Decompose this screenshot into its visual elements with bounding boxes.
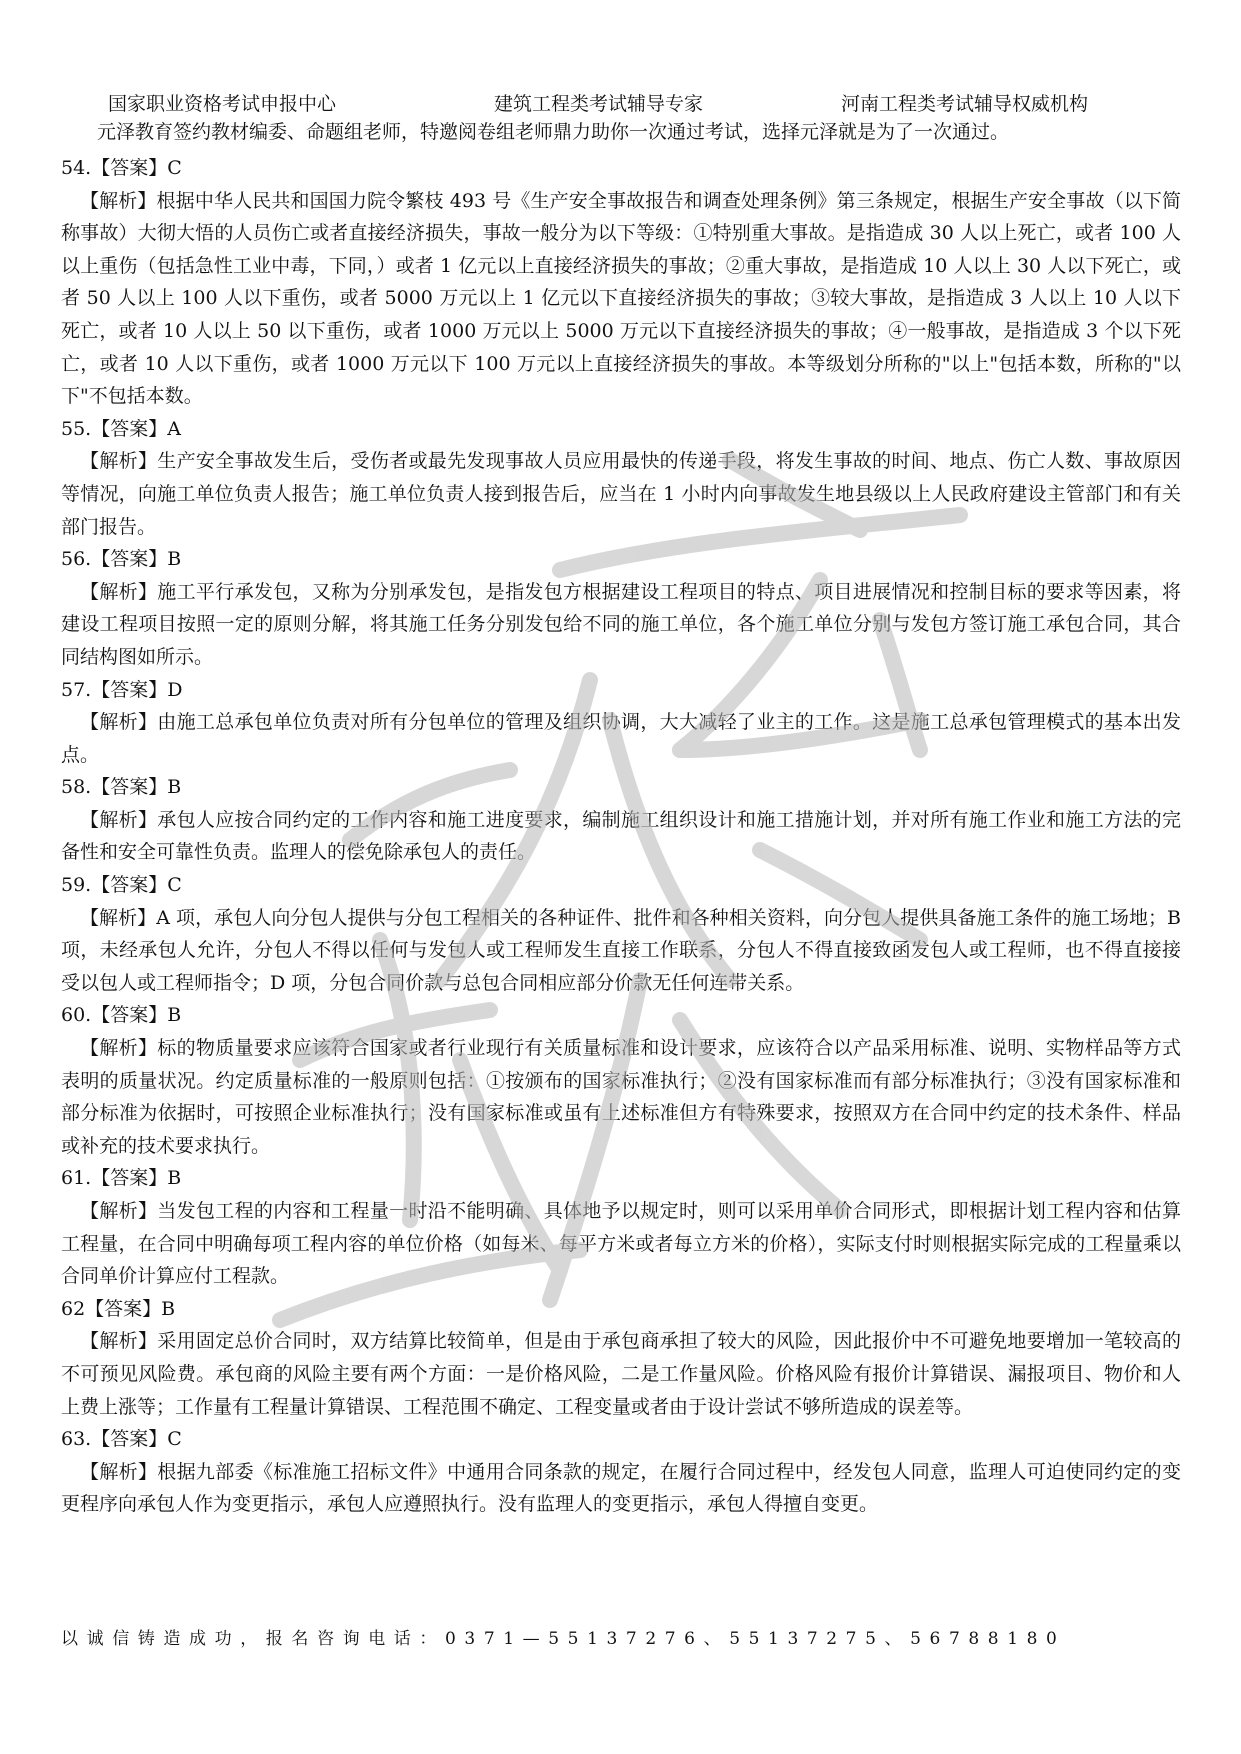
answer-label: 58.【答案】B xyxy=(61,776,182,799)
explanation-text: 【解析】标的物质量要求应该符合国家或者行业现行有关质量标准和设计要求，应该符合以产品采用标准、说明、实物样品等方式表明的质量状况。约定质量标准的一般原则包括：①按颁布的国家标准执行；②没有国家标准而有部分标准执行；③没有国家标准和部分标准为依据时，可按照企业标准执行；没有国家标准或虽有上述标准但方有特殊要求，按照双方在合同中约定的技术条件、样品或补充的技术要求执行。 xyxy=(61,1037,1181,1157)
entry-62 xyxy=(61,1293,1181,1423)
answer-label: 54.【答案】C xyxy=(61,157,182,179)
entry-55 xyxy=(61,413,1181,543)
entry-59 xyxy=(61,869,1181,999)
header-item-expert: 建筑工程类考试辅导专家 xyxy=(494,93,704,115)
answer-label: 57.【答案】D xyxy=(61,678,183,701)
header-item-authority: 河南工程类考试辅导权威机构 xyxy=(841,93,1089,115)
entry-58 xyxy=(61,771,1181,869)
entry-61 xyxy=(61,1162,1181,1292)
answer-label: 55.【答案】A xyxy=(61,417,181,440)
entry-54 xyxy=(61,152,1181,413)
explanation-text: 【解析】根据中华人民共和国国力院令繁枝 493 号《生产安全事故报告和调查处理条例》第三条规定，根据生产安全事故（以下简称事故）大彻大悟的人员伤亡或者直接经济损失，事故一般分为以下等级：①特别重大事故。是指造成 30 人以上死亡，或者 100 人以上重伤（包括急性工业中毒，下同，）或者 1 亿元以上直接经济损失的事故；②重大事故，是指造成 10 人以上 30 人以下死亡，或者 50 人以上 100 人以下重伤，或者 5000 万元以上 1 亿元以下直接经济损失的事故；③较大事故，是指造成 3 人以上 10 人以下死亡，或者 10 人以上 50 以下重伤，或者 1000 万元以上 5000 万元以下直接经济损失的事故；④一般事故，是指造成 3 个以下死亡，或者 10 人以下重伤，或者 1000 万元以下 100 万元以上直接经济损失的事故。本等级划分所称的"以上"包括本数，所称的"以下"不包括本数。 xyxy=(61,189,1181,408)
answer-label: 60.【答案】B xyxy=(61,1004,182,1027)
answer-label: 61.【答案】B xyxy=(61,1167,182,1190)
explanation-text: 【解析】生产安全事故发生后，受伤者或最先发现事故人员应用最快的传递手段，将发生事故的时间、地点、伤亡人数、事故原因等情况，向施工单位负责人报告；施工单位负责人接到报告后，应当在 1 小时内向事故发生地县级以上人民政府建设主管部门和有关部门报告。 xyxy=(61,450,1181,538)
answer-list xyxy=(61,152,1181,1521)
entry-56 xyxy=(61,543,1181,673)
answer-label: 62【答案】B xyxy=(61,1297,176,1320)
explanation-text: 【解析】根据九部委《标准施工招标文件》中通用合同条款的规定，在履行合同过程中，经发包人同意，监理人可迫使同约定的变更程序向承包人作为变更指示，承包人应遵照执行。没有监理人的变更指示，承包人得擅自变更。 xyxy=(61,1460,1181,1516)
entry-57 xyxy=(61,674,1181,772)
answer-label: 63.【答案】C xyxy=(61,1428,182,1451)
header-item-center: 国家职业资格考试申报中心 xyxy=(108,93,337,115)
entry-60 xyxy=(61,999,1181,1162)
answer-label: 59.【答案】C xyxy=(61,874,182,897)
footer-contact: 以诚信铸造成功，报名咨询电话：0371—55137276、55137275、56788180 xyxy=(61,1629,1066,1649)
explanation-text: 【解析】当发包工程的内容和工程量一时沿不能明确、具体地予以规定时，则可以采用单价合同形式，即根据计划工程内容和估算工程量，在合同中明确每项工程内容的单位价格（如每米、每平方米或者每立方米的价格），实际支付时则根据实际完成的工程量乘以合同单价计算应付工程款。 xyxy=(61,1200,1181,1288)
explanation-text: 【解析】承包人应按合同约定的工作内容和施工进度要求，编制施工组织设计和施工措施计划，并对所有施工作业和施工方法的完备性和安全可靠性负责。监理人的偿免除承包人的责任。 xyxy=(61,808,1181,864)
explanation-text: 【解析】A 项，承包人向分包人提供与分包工程相关的各种证件、批件和各种相关资料，向分包人提供具备施工条件的施工场地；B 项，未经承包人允许，分包人不得以任何与发包人或工程师发生直接工作联系，分包人不得直接致函发包人或工程师，也不得直接接受以包人或工程师指令；D 项，分包合同价款与总包合同相应部分价款无任何连带关系。 xyxy=(61,906,1181,994)
answer-label: 56.【答案】B xyxy=(61,548,182,571)
explanation-text: 【解析】由施工总承包单位负责对所有分包单位的管理及组织协调，大大减轻了业主的工作。这是施工总承包管理模式的基本出发点。 xyxy=(61,711,1181,766)
explanation-text: 【解析】采用固定总价合同时，双方结算比较简单，但是由于承包商承担了较大的风险，因此报价中不可避免地要增加一笔较高的不可预见风险费。承包商的风险主要有两个方面：一是价格风险，二是工作量风险。价格风险有报价计算错误、漏报项目、物价和人上费上涨等；工作量有工程量计算错误、工程范围不确定、工程变量或者由于设计尝试不够所造成的误差等。 xyxy=(61,1330,1181,1418)
header-slogan: 元泽教育签约教材编委、命题组老师，特邀阅卷组老师鼎力助你一次通过考试，选择元泽就是为了一次通过。 xyxy=(97,121,1010,143)
explanation-text: 【解析】施工平行承发包，又称为分别承发包，是指发包方根据建设工程项目的特点、项目进展情况和控制目标的要求等因素，将建设工程项目按照一定的原则分解，将其施工任务分别发包给不同的施工单位，各个施工单位分别与发包方签订施工承包合同，其合同结构图如所示。 xyxy=(61,580,1181,668)
entry-63 xyxy=(61,1423,1181,1521)
